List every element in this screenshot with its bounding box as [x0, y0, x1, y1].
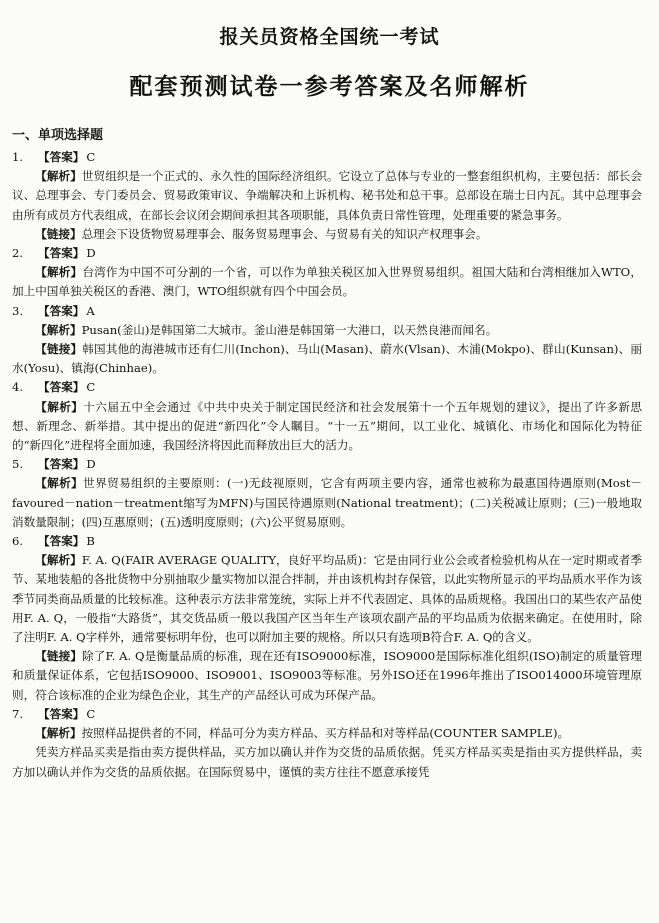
link-text: 韩国其他的海港城市还有仁川(Inchon)、马山(Masan)、蔚水(Vlsan)、木浦(Mokpo)、群山(Kunsan)、丽水(Yosu)、镇海(Chinhae)。 [12, 342, 642, 376]
analysis-label: 【解析】 [35, 322, 82, 337]
question-number: 5. [12, 457, 24, 472]
link-paragraph [12, 647, 642, 705]
answer-value: C [86, 706, 96, 721]
answer-value: A [86, 303, 95, 318]
answer-list [12, 148, 642, 782]
question-number: 6. [12, 534, 24, 549]
analysis-text: 世界贸易组织的主要原则：(一)无歧视原则，它含有两项主要内容，通常也被称为最惠国待遇原则(Most－favoured－nation－treatment缩写为MFN)与国民待遇原则(National treatment)；(二)关税减让原则；(三)一般地取消数量限制；(四)互惠原则；(五)透明度原则；(六)公平贸易原则。 [12, 476, 642, 529]
analysis-paragraph [12, 551, 642, 647]
answer-label: 【答案】 [38, 380, 85, 395]
analysis-paragraph [12, 321, 642, 340]
link-label: 【链接】 [35, 342, 83, 357]
analysis-paragraph [12, 474, 642, 532]
answer-label: 【答案】 [38, 706, 85, 721]
analysis-label: 【解析】 [35, 169, 82, 184]
question-item-7 [12, 705, 642, 782]
page-title: 报关员资格全国统一考试 [219, 26, 440, 48]
answer-value: B [86, 534, 95, 549]
analysis-text: 世贸组织是一个正式的、永久性的国际经济组织。它设立了总体与专业的一整套组织机构，主要包括：部长会议、总理事会、专门委员会、贸易政策审议、争端解决和上诉机构、秘书处和总干事。总部设在瑞士日内瓦。其中总理事会由所有成员方代表组成，在部长会议闭会期间承担其各项职能，具体负责日常性管理，处理重要的紧急事务。 [12, 169, 642, 222]
question-number: 1. [12, 150, 24, 164]
section-heading: 一、单项选择题 [12, 128, 104, 143]
analysis-text: F. A. Q(FAIR AVERAGE QUALITY，良好平均品质)：它是由同行业公会或者检验机构从在一定时期或者季节、某地装船的各批货物中分别抽取少量实物加以混合拌制，并由该机构封存保管，以此实物所显示的平均品质水平作为该季节同类商品质量的比较标准。这种表示方法非常笼统，实际上并不代表固定、具体的品质规格。我国出口的某些农产品使用F. A. Q，一般指“大路货”，其交货品质一般以我国产区当年生产该项农副产品的平均品质为依据来确定。在使用时，除了注明F. A. Q字样外，通常要标明年份，也可以附加主要的规格。所以只有选项B符合F. A. Q的含义。 [12, 553, 642, 645]
question-item-3 [12, 302, 642, 379]
link-paragraph [12, 340, 642, 378]
answer-value: C [86, 150, 96, 164]
analysis-label: 【解析】 [35, 399, 84, 414]
analysis-text: 按照样品提供者的不同，样品可分为卖方样品、买方样品和对等样品(COUNTER SAMPLE)。 [81, 726, 570, 741]
question-item-5 [12, 455, 642, 532]
answer-line [12, 532, 642, 551]
answer-line [12, 302, 642, 321]
answer-line [12, 455, 642, 474]
question-item-1 [12, 148, 642, 244]
answer-line [12, 148, 642, 167]
analysis-paragraph [12, 398, 642, 456]
question-number: 7. [12, 706, 24, 721]
analysis-label: 【解析】 [35, 553, 82, 568]
analysis-paragraph [12, 263, 642, 301]
answer-line [12, 705, 642, 724]
analysis-paragraph [12, 167, 642, 225]
question-number: 2. [12, 246, 24, 261]
link-paragraph [12, 225, 642, 244]
analysis-text: 十六届五中全会通过《中共中央关于制定国民经济和社会发展第十一个五年规划的建议》，提出了许多新思想、新理念、新举措。其中提出的促进“新四化”令人瞩目。“十一五”期间，以工业化、城镇化、市场化和国际化为特征的“新四化”进程将全面加速，我国经济将因此而释放出巨大的活力。 [12, 399, 642, 453]
answer-line [12, 244, 642, 263]
analysis-text: 台湾作为中国不可分割的一个省，可以作为单独关税区加入世界贸易组织。祖国大陆和台湾相继加入WTO，加上中国单独关税区的香港、澳门，WTO组织就有四个中国会员。 [12, 265, 642, 299]
answer-value: D [86, 457, 96, 472]
answer-label: 【答案】 [38, 457, 85, 472]
question-item-2 [12, 244, 642, 302]
link-text: 除了F. A. Q是衡量品质的标准，现在还有ISO9000标准，ISO9000是国际标准化组织(ISO)制定的质量管理和质量保证体系，它包括ISO9000、ISO9001、ISO9003等标准。另外ISO还在1996年推出了ISO014000环境管理原则，符合该标准的企业为绿色企业，其生产的产品经认可成为环保产品。 [12, 649, 642, 702]
analysis-label: 【解析】 [35, 265, 83, 280]
link-label: 【链接】 [35, 649, 83, 664]
answer-label: 【答案】 [38, 246, 85, 261]
answer-line [12, 378, 642, 397]
extra-paragraph: 凭卖方样品买卖是指由卖方提供样品，买方加以确认并作为交货的品质依据。凭买方样品买卖是指由买方提供样品，卖方加以确认并作为交货的品质依据。在国际贸易中，谨慎的卖方往往不愿意承接凭 [12, 745, 642, 779]
question-item-4 [12, 378, 642, 455]
question-number: 4. [12, 380, 24, 395]
question-number: 3. [12, 303, 24, 318]
page-subtitle: 配套预测试卷一参考答案及名师解析 [129, 74, 530, 100]
answer-label: 【答案】 [38, 150, 85, 164]
answer-label: 【答案】 [38, 303, 85, 318]
answer-value: C [86, 380, 96, 395]
analysis-label: 【解析】 [35, 476, 84, 491]
analysis-text: Pusan(釜山)是韩国第二大城市。釜山港是韩国第一大港口，以天然良港而闻名。 [81, 322, 498, 337]
link-text: 总理会下设货物贸易理事会、服务贸易理事会、与贸易有关的知识产权理事会。 [81, 226, 488, 241]
answer-value: D [86, 246, 96, 261]
analysis-paragraph [12, 724, 642, 743]
analysis-label: 【解析】 [35, 726, 82, 741]
question-item-6 [12, 532, 642, 705]
answer-label: 【答案】 [38, 534, 85, 549]
link-label: 【链接】 [35, 226, 82, 241]
